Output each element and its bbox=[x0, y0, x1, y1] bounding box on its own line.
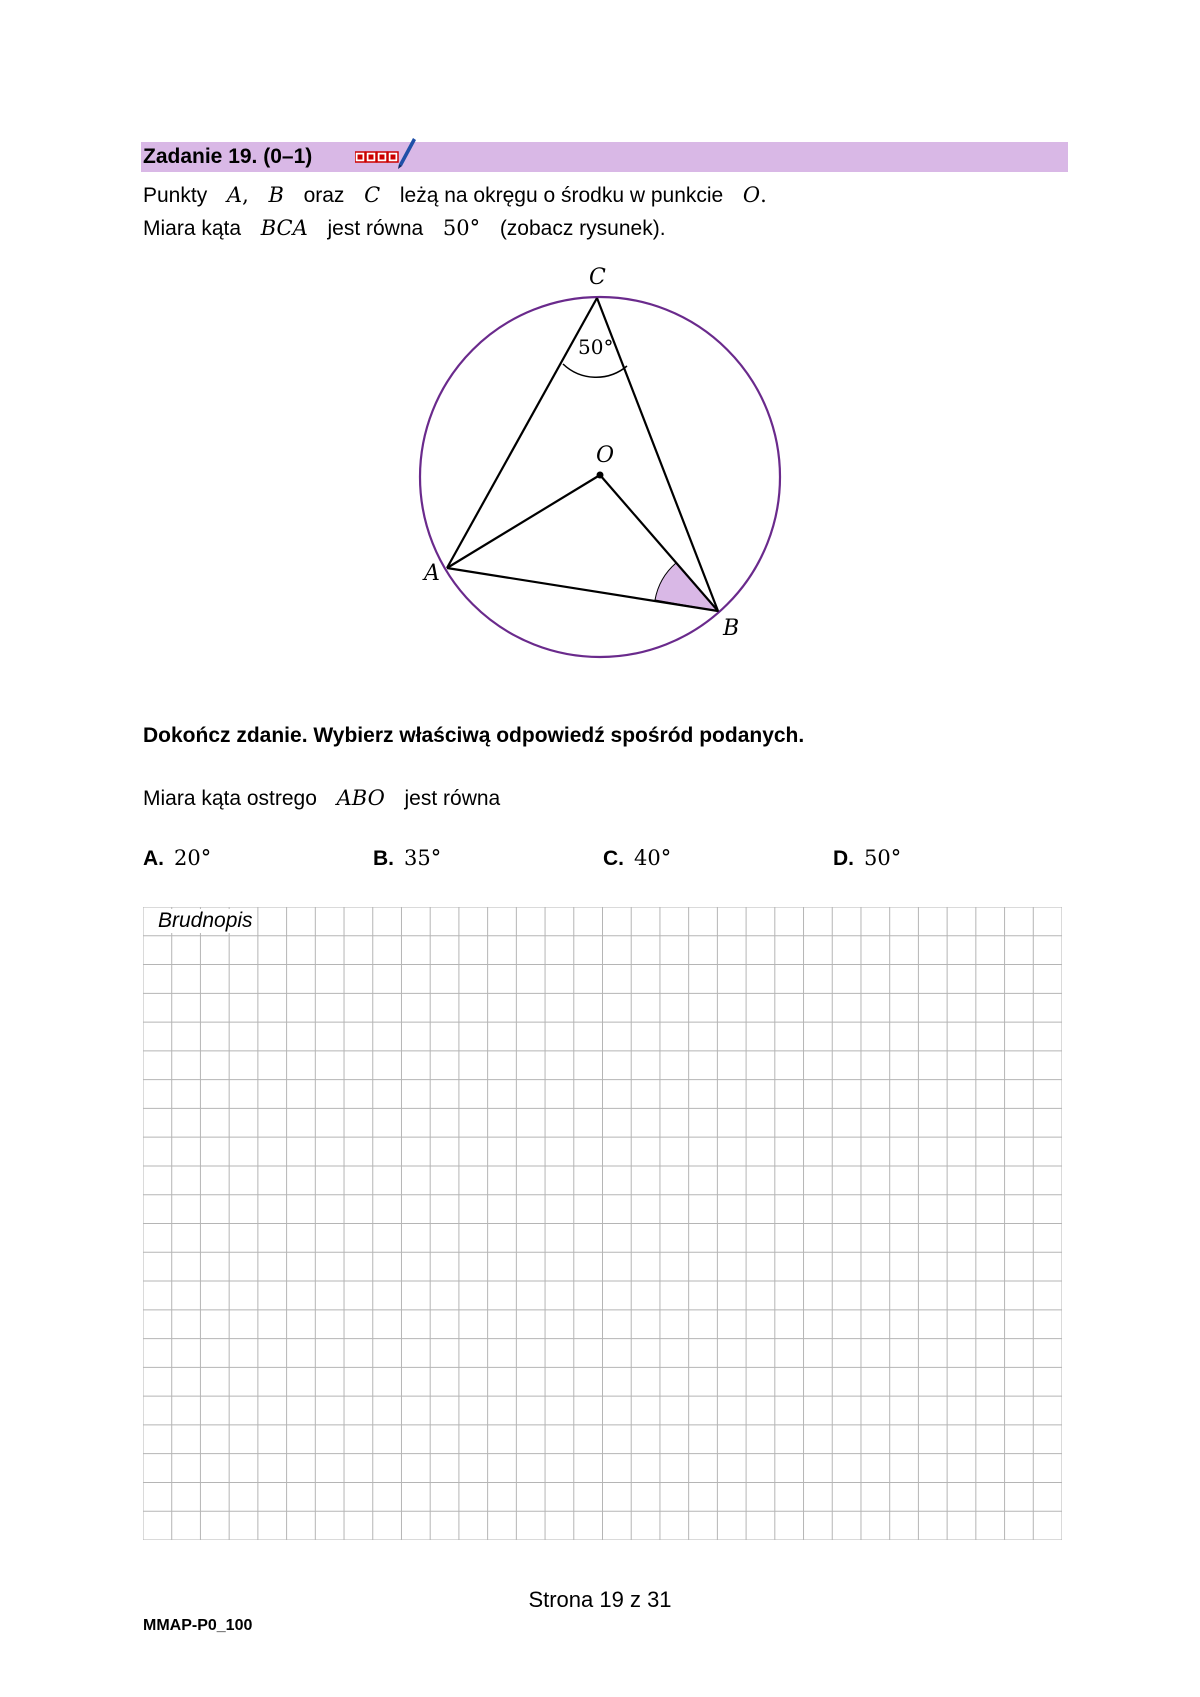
task-title: Zadanie 19. (0–1) bbox=[143, 145, 313, 168]
comma: , bbox=[242, 183, 249, 207]
angle-value: 50° bbox=[442, 216, 481, 240]
scratch-label: Brudnopis bbox=[158, 909, 253, 932]
option-value: 20° bbox=[174, 846, 212, 870]
line1-text-3: leżą na okręgu o środku w punkcie bbox=[399, 184, 724, 207]
side-ca bbox=[447, 298, 597, 568]
line2-text-2: jest równa bbox=[327, 217, 424, 240]
instruction: Dokończ zdanie. Wybierz właściwą odpowiedź spośród podanych. bbox=[143, 724, 805, 747]
side-cb bbox=[597, 298, 718, 611]
geometry-figure bbox=[400, 262, 800, 662]
option-c[interactable] bbox=[603, 846, 671, 871]
option-value: 40° bbox=[634, 846, 672, 870]
checkbox-icons bbox=[355, 152, 398, 162]
line1-text-1: Punkty bbox=[143, 184, 208, 207]
scratch-grid[interactable] bbox=[143, 907, 1062, 1540]
option-letter: D. bbox=[833, 847, 854, 870]
center-point bbox=[597, 472, 604, 479]
option-value: 50° bbox=[864, 846, 902, 870]
point-a-ref: A bbox=[226, 183, 243, 207]
point-o-ref: O bbox=[742, 183, 761, 207]
task-icons bbox=[355, 132, 435, 172]
page-number: Strona 19 z 31 bbox=[528, 1587, 672, 1612]
label-b: B bbox=[723, 616, 740, 641]
point-b-ref: B bbox=[268, 183, 284, 207]
label-a: A bbox=[424, 561, 440, 586]
option-d[interactable] bbox=[833, 846, 901, 871]
line1-text-2: oraz bbox=[303, 184, 345, 207]
segment-oa bbox=[447, 475, 600, 568]
period: . bbox=[760, 183, 767, 207]
line2-text-1: Miara kąta bbox=[143, 217, 242, 240]
label-c: C bbox=[589, 265, 606, 290]
option-b[interactable] bbox=[373, 846, 441, 871]
angle-c-arc bbox=[563, 364, 627, 377]
option-letter: B. bbox=[373, 847, 394, 870]
line2-text-3: (zobacz rysunek). bbox=[499, 217, 666, 240]
statement-line-2 bbox=[143, 215, 666, 242]
statement-line-1 bbox=[143, 182, 767, 209]
label-o: O bbox=[596, 443, 615, 468]
point-c-ref: C bbox=[364, 183, 381, 207]
option-value: 35° bbox=[404, 846, 442, 870]
option-a[interactable] bbox=[143, 846, 211, 871]
exam-code: MMAP-P0_100 bbox=[143, 1617, 253, 1634]
option-letter: C. bbox=[603, 847, 624, 870]
question-stem bbox=[143, 785, 500, 812]
pen-icon bbox=[398, 138, 416, 169]
option-letter: A. bbox=[143, 847, 164, 870]
question-text-2: jest równa bbox=[404, 787, 501, 810]
angle-abo-ref: ABO bbox=[336, 786, 385, 810]
angle-label: 50° bbox=[578, 335, 614, 359]
question-text-1: Miara kąta ostrego bbox=[143, 787, 317, 810]
angle-bca-ref: BCA bbox=[260, 216, 308, 240]
